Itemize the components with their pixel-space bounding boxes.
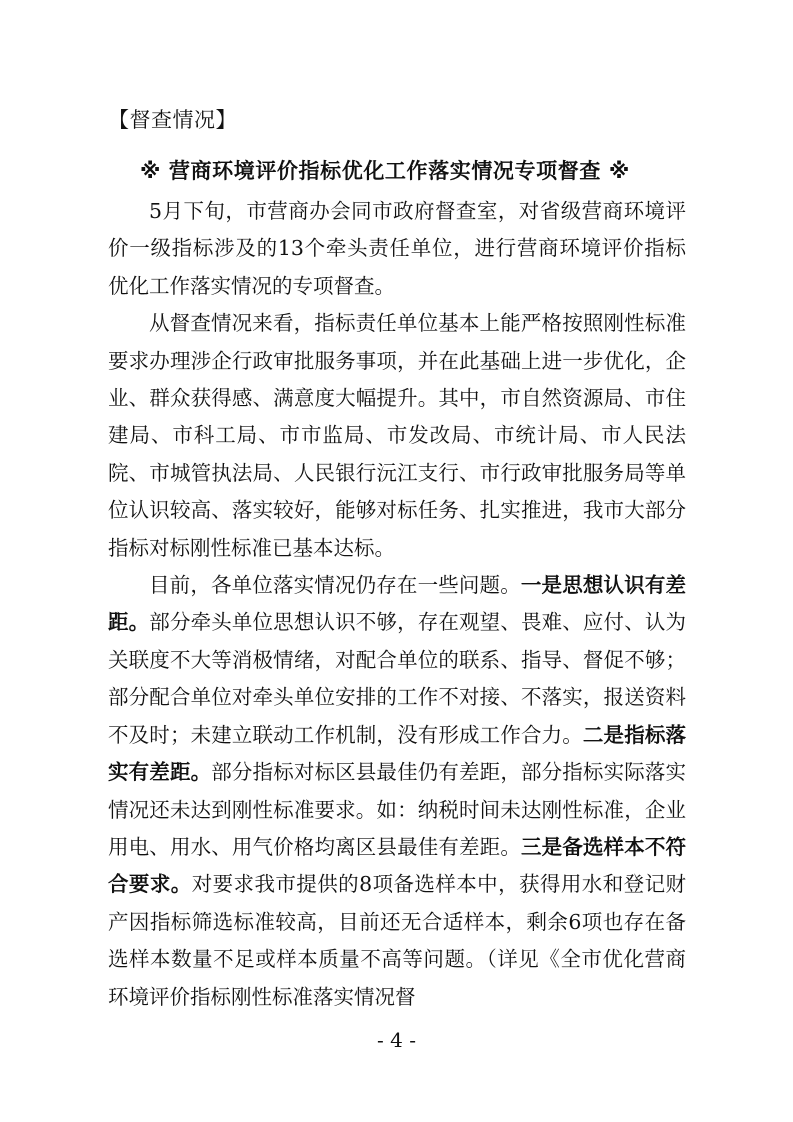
point-3-text: 对要求我市提供的8项备选样本中，获得用水和登记财产因指标筛选标准较高，目前还无合适样本，剩余6项也存在备选样本数量不足或样本质量不高等问题。（详见《全市优化营商环境评价指标刚性标准落实情况督 bbox=[108, 872, 687, 1009]
body-text bbox=[108, 193, 686, 1016]
paragraph-intro: 5月下旬，市营商办会同市政府督查室，对省级营商环境评价一级指标涉及的13个牵头责任单位，进行营商环境评价指标优化工作落实情况的专项督查。 bbox=[108, 199, 686, 298]
paragraph-problems bbox=[108, 567, 686, 1016]
section-tag: 【督查情况】 bbox=[108, 108, 237, 132]
point-1-text: 部分牵头单位思想认识不够，存在观望、畏难、应付、认为关联度不大等消极情绪，对配合单位的联系、指导、督促不够；部分配合单位对牵头单位安排的工作不对接、不落实，报送资料不及时；未建立联动工作机制，没有形成工作合力。 bbox=[108, 610, 686, 747]
paragraph-findings: 从督查情况来看，指标责任单位基本上能严格按照刚性标准要求办理涉企行政审批服务事项，并在此基础上进一步优化，企业、群众获得感、满意度大幅提升。其中，市自然资源局、市住建局、市科工局、市市监局、市发改局、市统计局、市人民法院、市城管执法局、人民银行沅江支行、市行政审批服务局等单位认识较高、落实较好，能够对标任务、扎实推进，我市大部分指标对标刚性标准已基本达标。 bbox=[108, 311, 686, 560]
page-number: - 4 - bbox=[377, 1028, 416, 1052]
document-heading: ※ 营商环境评价指标优化工作落实情况专项督查 ※ bbox=[140, 159, 630, 183]
point-3-heading: 三是备选样本不符合要求。 bbox=[108, 834, 687, 897]
point-1-heading: 一是思想认识有差距。 bbox=[108, 573, 687, 635]
point-2-text: 部分指标对标区县最佳仍有差距，部分指标实际落实情况还未达到刚性标准要求。如：纳税时间未达刚性标准，企业用电、用水、用气价格均离区县最佳有差距。 bbox=[108, 760, 687, 859]
point-2-heading: 二是指标落实有差距。 bbox=[108, 722, 686, 785]
problems-intro: 目前，各单位落实情况仍存在一些问题。 bbox=[149, 573, 521, 598]
